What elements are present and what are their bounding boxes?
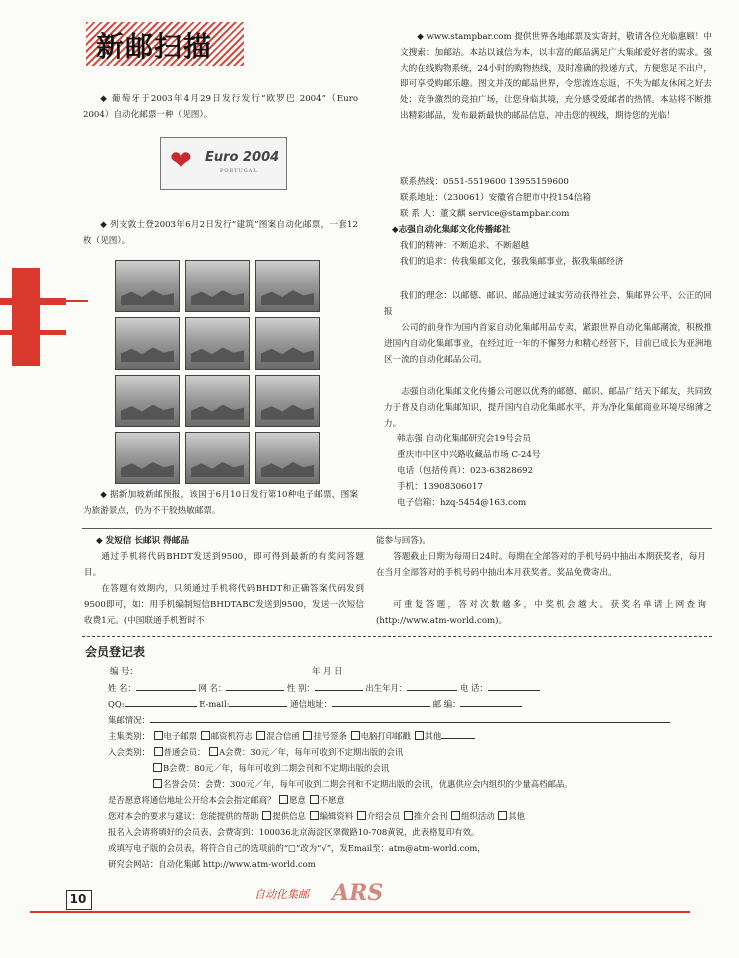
red-decor-horizontal-2 <box>0 330 66 335</box>
stamp-5 <box>185 317 250 369</box>
checkbox[interactable] <box>451 811 460 820</box>
checkbox[interactable] <box>498 811 507 820</box>
news-item-portugal: ◆ 葡萄牙于2003年4月29日发行发行“欧罗巴 2004”（Euro 2004）自动化邮票一种（见图）。 <box>83 94 358 120</box>
form-row-agree <box>108 793 345 807</box>
red-decor-line <box>66 300 88 302</box>
field-zip-input[interactable] <box>460 697 522 707</box>
checkbox[interactable] <box>303 731 312 740</box>
form-note-mail: 报名入会请将填好的会员表、会费寄到：100036北京海淀区翠微路10-708黄锐，此表格复印有效。 <box>108 827 480 837</box>
footer-rule <box>30 911 690 913</box>
main-opt-1: 电子邮票 <box>163 731 198 741</box>
field-name-label: 姓 名： <box>108 683 136 693</box>
form-row-main-cat <box>108 729 475 743</box>
red-decor-vertical <box>12 268 40 366</box>
main-opt-4: 挂号签条 <box>313 731 347 741</box>
help-opt-2: 编辑资料 <box>319 811 354 821</box>
field-zip-label: 邮 编： <box>432 699 461 709</box>
sms-title: ◆ 发短信 长邮识 得邮品 <box>96 536 189 546</box>
join-normal-label: 普通会员： <box>163 747 206 757</box>
field-qq-label: QQ: <box>108 699 125 709</box>
zhiqiang-mobile: 手机：13908306017 <box>397 482 483 492</box>
page-number: 10 <box>69 892 87 906</box>
sms-p1: 通过手机将代码BHDT发送到9500，即可得到最新的有奖问答题目。 <box>84 552 364 578</box>
form-row-help <box>108 809 525 823</box>
field-alias-input[interactable] <box>226 681 284 691</box>
form-row-identity <box>108 681 540 695</box>
form-title: 会员登记表 <box>85 645 146 659</box>
stampbar-address: 联系地址：（230061）安徽省合肥市中投154信箱 <box>400 193 592 203</box>
help-opt-5: 组织活动 <box>461 811 495 821</box>
sms-p2: 在答题有效期内，只须通过手机将代码BHDT和正确答案代码发到9500即可，如：用手机编制短信BHDTABC发送到9500，发送一次短信收费1元。(中国联通手机暂时不 <box>84 584 364 626</box>
help-opt-3: 介绍会员 <box>366 811 401 821</box>
field-qq-input[interactable] <box>125 697 197 707</box>
stamp-12 <box>255 432 320 484</box>
stampbar-hotline: 联系热线：0551-5519600 13955159600 <box>400 177 569 187</box>
form-row-join <box>108 745 403 759</box>
field-birth-label: 出生年月： <box>365 683 408 693</box>
field-birth-input[interactable] <box>407 681 457 691</box>
help-opt-1: 提供信息 <box>272 811 306 821</box>
join-b-label: B会费：80元／年，每年可收到二期会刊和不定期出版的会讯 <box>163 763 390 773</box>
main-cat-label: 主集类别： <box>108 731 150 741</box>
field-name-input[interactable] <box>136 681 196 691</box>
news-item-liechtenstein: ◆ 列支敦士登2003年6月2日发行“建筑”图案自动化邮票，一套12枚（见图）。 <box>83 220 358 246</box>
zhiqiang-pursuit: 我们的追求：传我集邮文化，强我集邮事业，振我集邮经济 <box>400 257 624 267</box>
field-number-label: 编 号： <box>110 666 138 676</box>
sms-p4: 答题截止日期为每周日24时。每期在全部答对的手机号码中抽出本期获奖者，每月在当月全部答对的手机号码中抽出本月获奖者。奖品免费寄出。 <box>376 552 706 578</box>
stampbar-contact: 联 系 人：董文麒 service@stampbar.com <box>400 209 570 219</box>
stamp-4 <box>115 317 180 369</box>
zhiqiang-email: 电子信箱：hzq-5454@163.com <box>397 498 527 508</box>
stamp-10 <box>115 432 180 484</box>
zhiqiang-spirit: 我们的精神：不断追求、不断超越 <box>400 241 529 251</box>
zhiqiang-person: 韩志强 自动化集邮研究会19号会员 <box>397 434 531 444</box>
checkbox[interactable] <box>357 811 366 820</box>
join-hon-label: 名誉会员：会费：300元／年，每年可收到二期会刊和不定期出版的会讯，优惠供应会内组织的少量高档邮品。 <box>163 779 573 789</box>
euro2004-logo-text: Euro 2004 <box>205 150 280 165</box>
field-tel-input[interactable] <box>488 681 540 691</box>
field-addr-label: 通信地址： <box>290 699 332 709</box>
form-row-join-hon <box>152 777 573 791</box>
checkbox[interactable] <box>310 795 319 804</box>
ars-logo: ARS <box>332 880 384 906</box>
checkbox[interactable] <box>209 747 218 756</box>
field-alias-label: 网 名： <box>198 683 227 693</box>
checkbox[interactable] <box>256 731 265 740</box>
zhiqiang-section-title: ◆志强自动化集邮文化传播邮社 <box>392 225 511 235</box>
stamp-11 <box>185 432 250 484</box>
agree-question: 是否愿意将通信地址公开给本会会指定邮商？ <box>108 795 276 805</box>
field-addr-input[interactable] <box>332 697 430 707</box>
zhiqiang-company: 公司的前身作为国内首家自动化集邮用品专卖，紧跟世界自动化集邮潮流，积极推进国内自动化集邮事业，在经过近一年的不懈努力和精心经营下，目前已成长为亚洲地区一流的自动化邮品公司。 <box>384 323 712 365</box>
agree-yes: 愿意 <box>289 795 306 805</box>
stamp-6 <box>255 317 320 369</box>
form-note-site: 研究会网站：自动化集邮 http://www.atm-world.com <box>108 859 316 869</box>
form-note-email: 或填写电子版的会员表，将符合自己的选项前的“□”改为“√”，发Email至：atm@atm-world.com， <box>108 843 486 853</box>
join-cat-label: 入会类别： <box>108 747 150 757</box>
footer-brand: 自动化集邮 <box>254 888 309 901</box>
cut-line <box>82 636 712 637</box>
section-title: 新邮扫描 <box>96 30 213 63</box>
divider <box>82 528 712 529</box>
stamp-9 <box>255 375 320 427</box>
stamp-7 <box>115 375 180 427</box>
main-opt-3: 混合信函 <box>266 731 300 741</box>
agree-no: 不愿意 <box>319 795 345 805</box>
form-row-join-b <box>152 761 389 775</box>
stamp-1 <box>115 260 180 312</box>
sms-p3: 能参与回答)。 <box>376 536 431 546</box>
checkbox[interactable] <box>279 795 288 804</box>
euro2004-logo-sub: PORTUGAL <box>220 168 258 174</box>
checkbox[interactable] <box>351 731 360 740</box>
help-question: 您对本会的要求与建议：您能提供的帮助 <box>108 811 259 821</box>
stampbar-ad: ◆ www.stampbar.com 提供世界各地邮票及实寄封，敬请各位光临惠顾！中文搜索：加邮站。本站以诚信为本，以丰富的邮品满足广大集邮爱好者的需求。强大的在线购物系统，24小时的购物热线，及时准确的投递方式，方便您足不出户，即可享受购邮乐趣。图文并茂的邮品世界，令您流连忘返，不失为邮友休闲之好去处；竞争激烈的竞拍广场，让您身临其境，充分感受爱邮者的热情。本站将不断推出精彩邮品，发布最新最快的邮品信息，冲击您的视线，期待您的光临！ <box>400 32 712 121</box>
form-row-contact <box>108 697 522 711</box>
checkbox[interactable] <box>153 763 162 772</box>
form-row-hobby <box>108 713 670 727</box>
news-item-singapore: ◆ 据新加坡新邮预报，该国于6月10日发行第10种电子邮票，图案为旅游景点，仍为不干胶热敏邮票。 <box>83 490 358 516</box>
help-opt-6: 其他 <box>508 811 526 821</box>
help-opt-4: 推介会刊 <box>413 811 448 821</box>
stamp-set-image <box>115 260 320 484</box>
checkbox[interactable] <box>415 731 424 740</box>
checkbox[interactable] <box>404 811 413 820</box>
checkbox[interactable] <box>201 731 210 740</box>
zhiqiang-phone: 电话（包括传真）：023-63828692 <box>397 466 534 476</box>
field-gender-input[interactable] <box>315 681 363 691</box>
main-opt-2: 邮资机符志 <box>210 731 253 741</box>
field-hobby-label: 集邮情况： <box>108 715 150 725</box>
checkbox[interactable] <box>262 811 271 820</box>
field-gender-label: 性 别： <box>286 683 315 693</box>
checkbox[interactable] <box>154 747 163 756</box>
field-tel-label: 电 话： <box>459 683 488 693</box>
checkbox[interactable] <box>153 779 162 788</box>
main-opt-6: 其他 <box>424 731 442 741</box>
form-date: 年 月 日 <box>312 666 343 676</box>
red-decor-horizontal <box>0 298 66 305</box>
sms-p5: 可重复答题，答对次数越多，中奖机会越大。获奖名单请上网查询(http://www.atm-world.com)。 <box>376 600 706 626</box>
checkbox[interactable] <box>310 811 319 820</box>
checkbox[interactable] <box>154 731 163 740</box>
form-row-number <box>110 664 138 678</box>
main-other-input[interactable] <box>441 729 475 739</box>
field-email-input[interactable] <box>229 697 287 707</box>
main-opt-5: 电脑打印邮戳 <box>360 731 411 741</box>
field-email-label: E-mail: <box>199 699 230 709</box>
stamp-3 <box>255 260 320 312</box>
zhiqiang-culture: 志强自动化集邮文化传播公司愿以优秀的邮德、邮识、邮品广结天下邮友，共同致力于普及自动化集邮知识，提升国内自动化集邮水平，并为净化集邮商业环境尽绵薄之力。 <box>384 387 712 429</box>
stamp-2 <box>185 260 250 312</box>
zhiqiang-concept: 我们的理念：以邮德、邮识、邮品通过诚实劳动获得社会、集邮界公平、公正的回报 <box>384 291 712 317</box>
field-hobby-input[interactable] <box>150 713 670 723</box>
zhiqiang-addr: 重庆市中区中兴路收藏品市场 C-24号 <box>397 450 541 460</box>
heart-logo-icon: ❤ <box>170 146 192 176</box>
join-a-label: A会费：30元／年，每年可收到不定期出版的会讯 <box>219 747 404 757</box>
stamp-8 <box>185 375 250 427</box>
